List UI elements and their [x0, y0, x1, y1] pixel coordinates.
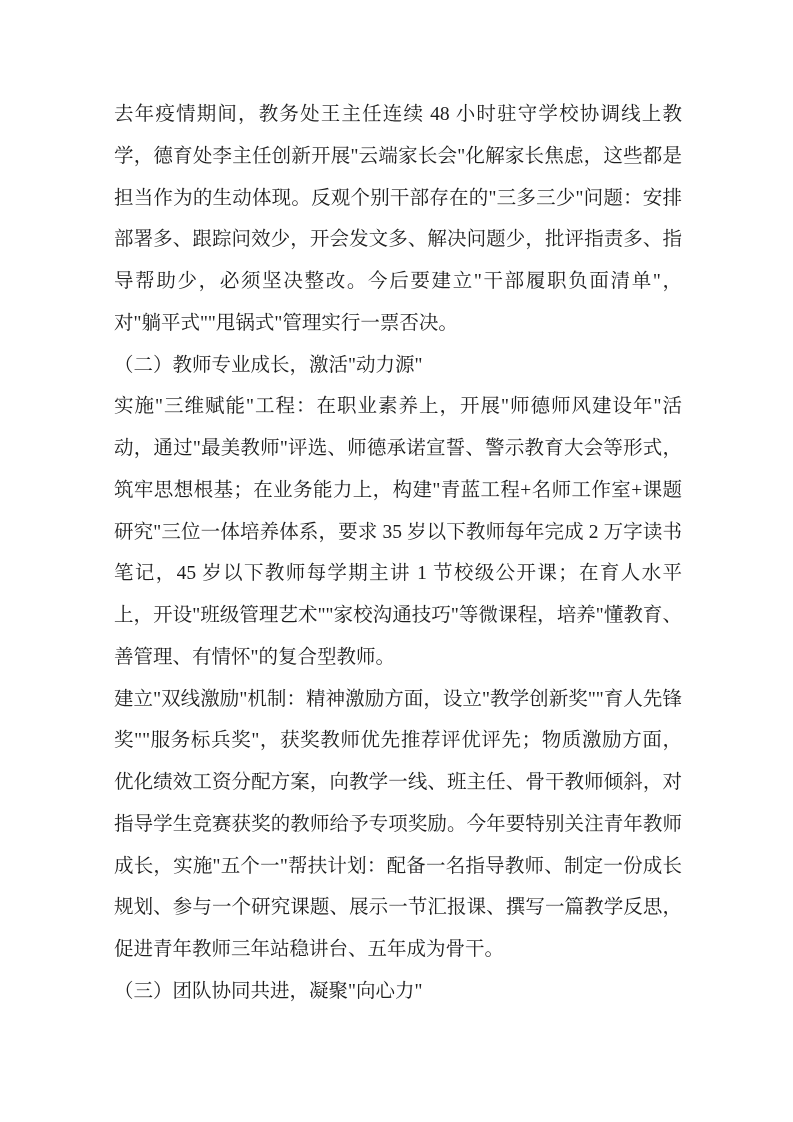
- section-heading-teacher-growth: （二）教师专业成长，激活"动力源": [114, 354, 423, 376]
- paragraph-cadre-conduct: 去年疫情期间，教务处王主任连续 48 小时驻守学校协调线上教学，德育处李主任创新开展"云端家长会"化解家长焦虑，这些都是担当作为的生动体现。反观个别干部存在的"三多三少"问题：安排部署多、跟踪问效少，开会发文多、解决问题少，批评指责多、指导帮助少，必须坚决整改。今后要建立"干部履职负面清单"，对"躺平式""甩锅式"管理实行一票否决。: [114, 104, 682, 334]
- section-heading-team-cohesion: （三）团队协同共进，凝聚"向心力": [114, 980, 423, 1002]
- paragraph-dual-incentive-mechanism: 建立"双线激励"机制：精神激励方面，设立"教学创新奖""育人先锋奖""服务标兵奖"，获奖教师优先推荐评优评先；物质激励方面，优化绩效工资分配方案，向教学一线、班主任、骨干教师倾斜，对指导学生竞赛获奖的教师给予专项奖励。今年要特别关注青年教师成长，实施"五个一"帮扶计划：配备一名指导教师、制定一份成长规划、参与一个研究课题、展示一节汇报课、撰写一篇教学反思，促进青年教师三年站稳讲台、五年成为骨干。: [114, 688, 682, 960]
- paragraph-three-dimension-empowerment: 实施"三维赋能"工程：在职业素养上，开展"师德师风建设年"活动，通过"最美教师"评选、师德承诺宣誓、警示教育大会等形式，筑牢思想根基；在业务能力上，构建"青蓝工程+名师工作室+课题研究"三位一体培养体系，要求 35 岁以下教师每年完成 2 万字读书笔记，45 岁以下教师每学期主讲 1 节校级公开课；在育人水平上，开设"班级管理艺术""家校沟通技巧"等微课程，培养"懂教育、善管理、有情怀"的复合型教师。: [114, 396, 682, 668]
